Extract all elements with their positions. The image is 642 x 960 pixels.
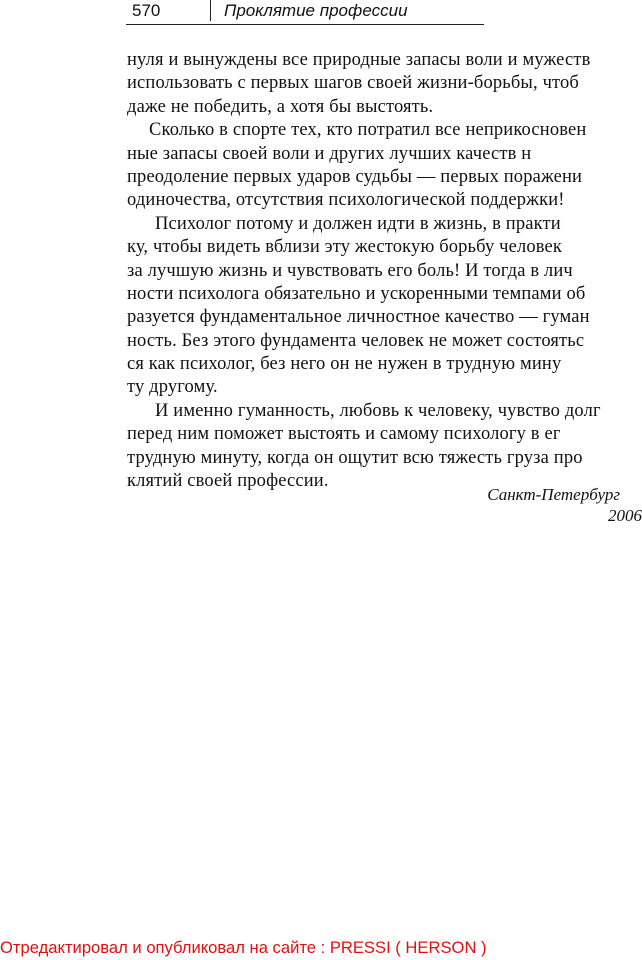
text-line: ту другому. [127,377,218,398]
running-title: Проклятие профессии [224,1,408,20]
paragraph-start-line: Сколько в спорте тех, кто потратил все неприкосновен [149,120,587,141]
text-line: ся как психолог, без него он не нужен в трудную мину [127,354,562,375]
text-line: даже не победить, а хотя бы выстоять. [127,96,434,117]
text-line: перед ним поможет выстоять и самому психологу в ег [127,424,561,445]
text-line: за лучшую жизнь и чувствовать его боль! И тогда в лич [127,260,573,281]
signature-city: Санкт-Петербург [487,485,620,504]
text-line: ность. Без этого фундамента человек не может состоятьс [127,330,585,351]
text-line: преодоление первых ударов судьбы — первых поражени [127,166,583,187]
text-line: клятий своей профессии. [127,471,329,492]
text-line: ные запасы своей воли и других лучших качеств н [127,143,532,164]
text-line: трудную минуту, когда он ощутит всю тяжесть груза про [127,447,583,468]
watermark-footer: Отредактировал и опубликовал на сайте : PRESSI ( HERSON ) [0,938,487,957]
body-text [127,49,620,493]
header-divider [210,0,211,21]
text-line: одиночества, отсутствия психологической поддержки! [127,190,565,211]
page-header [126,0,484,25]
paragraph-start-line: И именно гуманность, любовь к человеку, чувство долг [155,400,601,421]
text-line: нуля и вынуждены все природные запасы воли и мужеств [127,50,591,70]
signature [320,484,642,526]
page-number: 570 [132,1,161,20]
text-line: ку, чтобы видеть вблизи эту жестокую борьбу человек [127,237,563,258]
text-line: разуется фундаментальное личностное качество — гуман [127,307,590,328]
signature-year: 2006 [608,506,642,525]
text-line: ности психолога обязательно и ускоренными темпами об [127,283,586,304]
paragraph-start-line: Психолог потому и должен идти в жизнь, в практи [155,213,561,234]
text-line: использовать с первых шагов своей жизни-борьбы, чтоб [127,73,579,94]
